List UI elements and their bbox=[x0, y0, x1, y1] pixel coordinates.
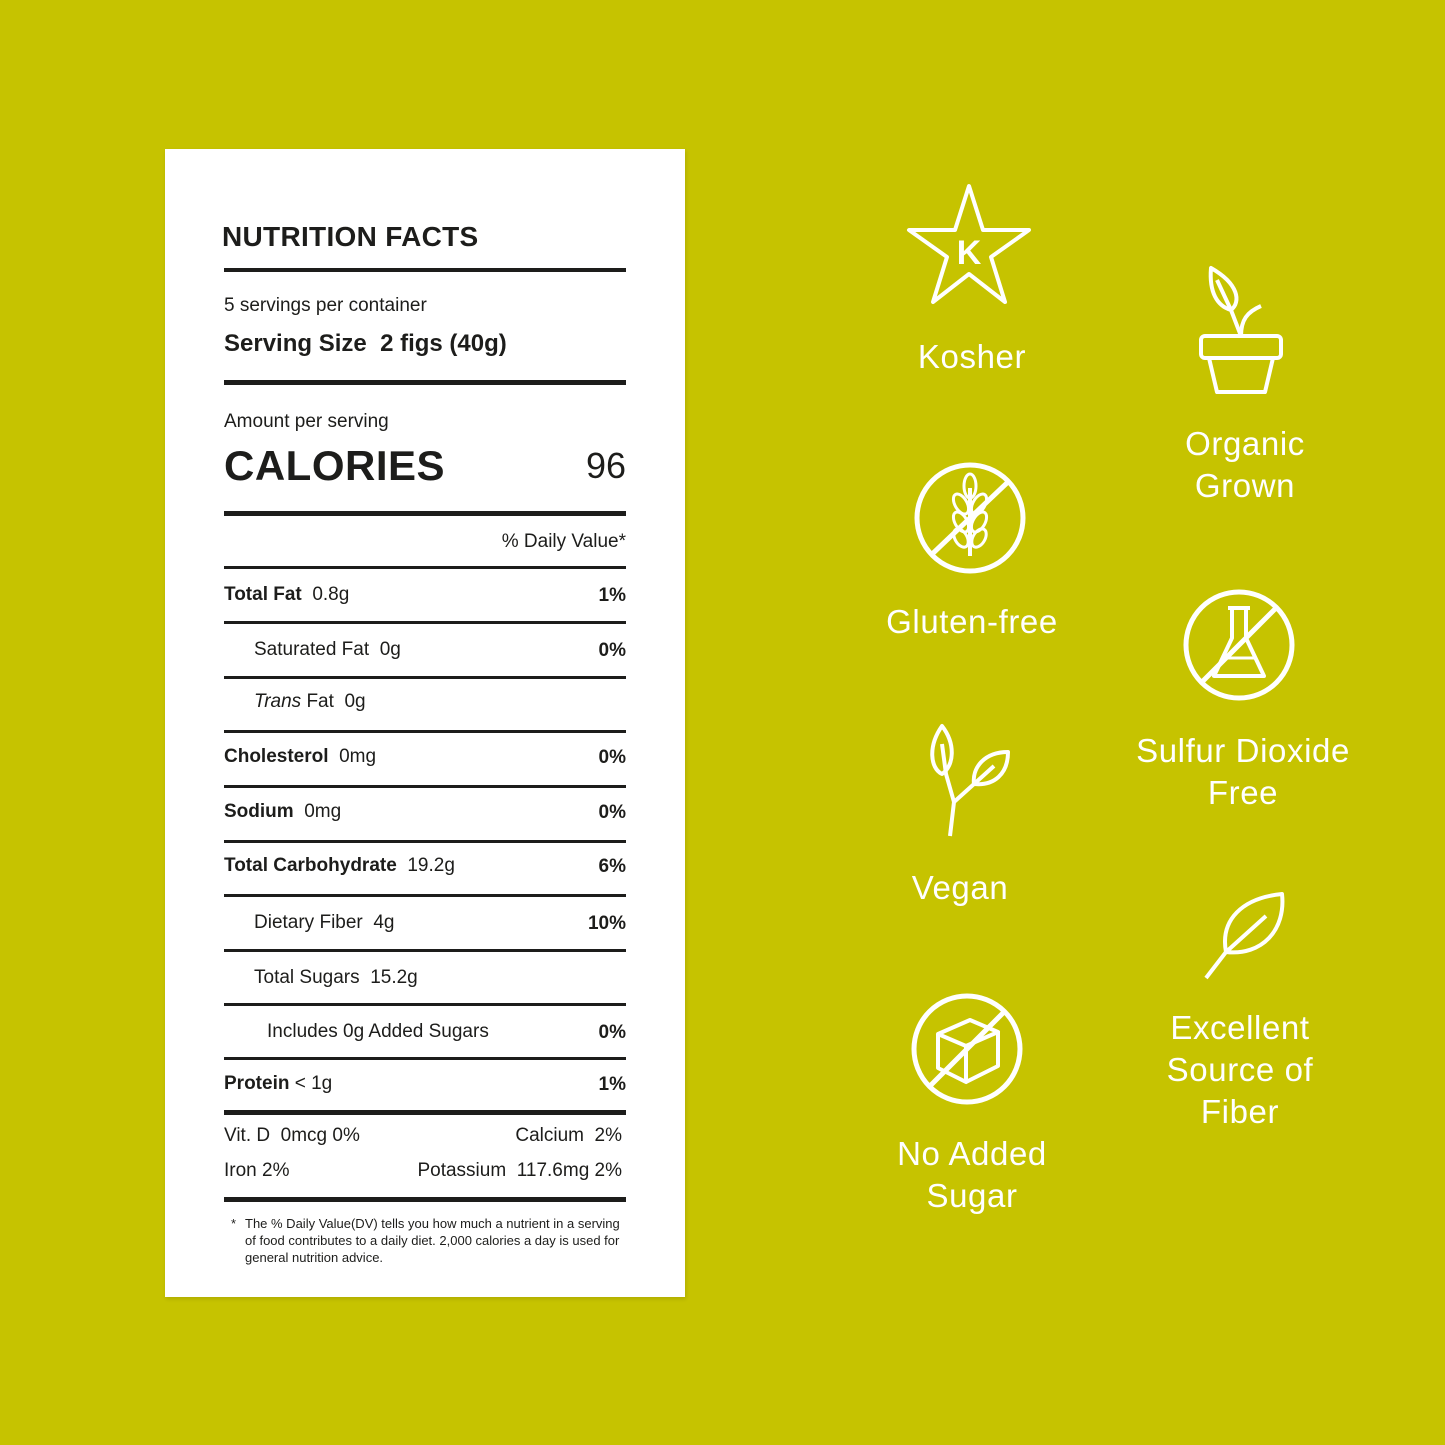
divider bbox=[224, 730, 626, 733]
divider bbox=[224, 785, 626, 788]
row-added-sugars: Includes 0g Added Sugars 0% bbox=[267, 1021, 626, 1043]
vitamin-d: Vit. D 0mcg 0% bbox=[224, 1125, 360, 1146]
divider bbox=[224, 268, 626, 272]
badge-kosher: Kosher bbox=[917, 338, 1027, 375]
row-dietary-fiber: Dietary Fiber 4g 10% bbox=[254, 912, 626, 934]
badge-vegan: Vegan bbox=[911, 869, 1009, 906]
divider bbox=[224, 621, 626, 624]
kosher-star-icon bbox=[905, 182, 1033, 306]
daily-value-header: % Daily Value* bbox=[501, 531, 626, 552]
row-saturated-fat: Saturated Fat 0g 0% bbox=[254, 639, 626, 661]
no-wheat-icon bbox=[910, 460, 1030, 580]
row-total-fat: Total Fat 0.8g 1% bbox=[224, 584, 626, 606]
badge-sulfur-dioxide-free: Sulfur Dioxide Free bbox=[1136, 732, 1350, 811]
divider bbox=[224, 949, 626, 952]
badge-no-added-sugar: No Added Sugar bbox=[897, 1135, 1047, 1214]
amount-per-serving: Amount per serving bbox=[224, 411, 389, 432]
badge-excellent-source-of-fiber: Excellent Source of Fiber bbox=[1166, 1009, 1314, 1130]
row-total-carbohydrate: Total Carbohydrate 19.2g 6% bbox=[224, 855, 626, 877]
sprout-pot-icon bbox=[1195, 262, 1287, 396]
minor-row-1 bbox=[224, 1125, 626, 1147]
badge-organic-grown: Organic Grown bbox=[1185, 425, 1305, 504]
divider bbox=[224, 1110, 626, 1115]
divider bbox=[224, 380, 626, 385]
calories-label: CALORIES bbox=[224, 442, 446, 489]
nutrition-facts-panel bbox=[165, 149, 685, 1297]
minor-row-2 bbox=[224, 1160, 626, 1182]
iron: Iron 2% bbox=[224, 1160, 290, 1181]
kosher-letter: K bbox=[956, 234, 982, 272]
footnote: * The % Daily Value(DV) tells you how much a nutrient in a serving of food contributes to a daily diet. 2,000 calories a day is used for general nutrition advice. bbox=[231, 1216, 620, 1265]
serving-size: Serving Size 2 figs (40g) bbox=[224, 330, 507, 357]
servings-per-container: 5 servings per container bbox=[224, 295, 427, 316]
footnote-bullet: * bbox=[231, 1216, 237, 1231]
divider bbox=[224, 676, 626, 679]
row-total-sugars: Total Sugars 15.2g bbox=[254, 967, 418, 988]
potassium: Potassium 117.6mg 2% bbox=[417, 1160, 622, 1181]
calcium: Calcium 2% bbox=[515, 1125, 622, 1146]
no-flask-icon bbox=[1180, 586, 1298, 704]
divider bbox=[224, 894, 626, 897]
row-cholesterol: Cholesterol 0mg 0% bbox=[224, 746, 626, 768]
row-trans-fat: Trans Fat 0g bbox=[254, 691, 366, 712]
divider bbox=[224, 1197, 626, 1202]
divider bbox=[224, 1003, 626, 1006]
no-sugar-cube-icon bbox=[908, 990, 1026, 1108]
divider bbox=[224, 840, 626, 843]
leaf-icon bbox=[1202, 890, 1292, 984]
calories-value: 96 bbox=[585, 445, 626, 486]
divider bbox=[224, 566, 626, 569]
leaves-icon bbox=[928, 722, 1014, 840]
row-sodium: Sodium 0mg 0% bbox=[224, 801, 626, 823]
badge-gluten-free: Gluten-free bbox=[886, 603, 1058, 640]
row-protein: Protein < 1g 1% bbox=[224, 1073, 626, 1095]
divider bbox=[224, 511, 626, 516]
nutrition-title: NUTRITION FACTS bbox=[222, 221, 479, 252]
divider bbox=[224, 1057, 626, 1060]
